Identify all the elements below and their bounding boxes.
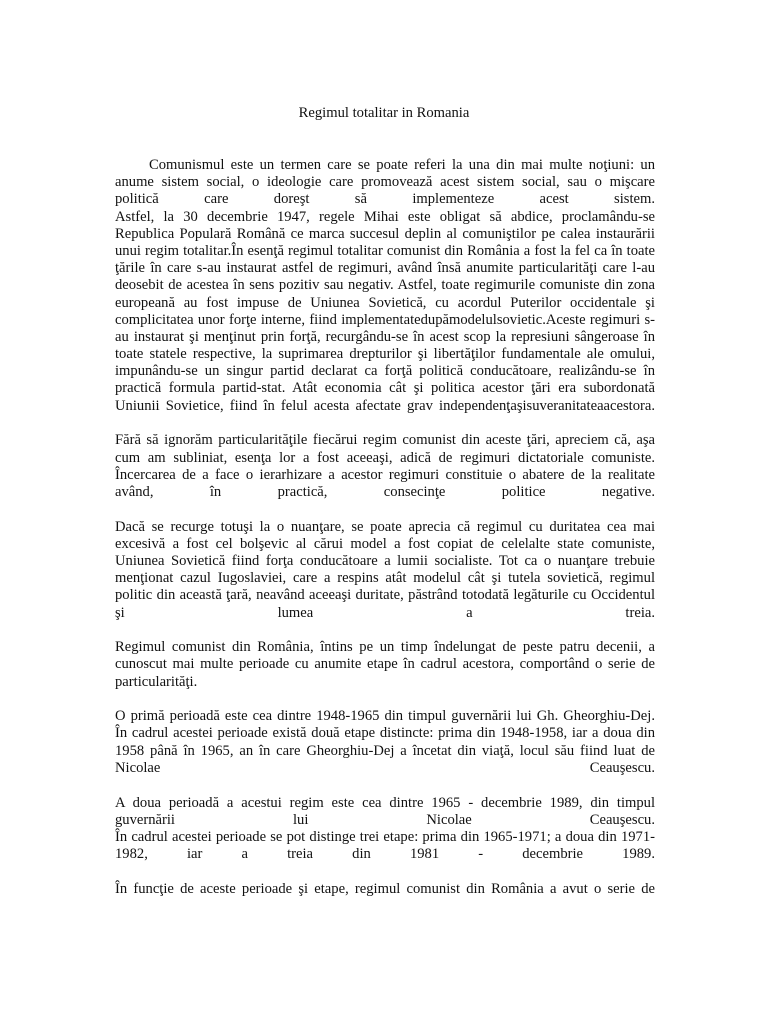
text-line: menţionat cazul Iugoslaviei, care a respins atât modelul cât şi tutela sovietică, regimul [115, 570, 655, 587]
text-line: În funcţie de aceste perioade şi etape, regimul comunist din România a avut o serie de [115, 880, 655, 897]
paragraph [115, 519, 655, 622]
document-body [115, 157, 655, 915]
text-line: deosebit de acestea în sens pozitiv sau negativ. Astfel, toate regimurile comuniste din zona [115, 277, 655, 294]
text-line: anume sistem social, o ideologie care promovează acest sistem social, sau o mişcare [115, 174, 655, 191]
text-line: Comunismul este un termen care se poate referi la una din mai multe noţiuni: un [149, 157, 655, 173]
text-line: politică care doreşt să implementeze acest sistem. [115, 191, 655, 208]
text-line: 1982, iar a treia din 1981 - decembrie 1989. [115, 846, 655, 863]
text-line: complicitatea unor forţe interne, fiind implementatedupămodelulsovietic.Aceste regimuri s- [115, 311, 655, 328]
text-line: cum am subliniat, esenţa lor a fost aceeaşi, adică de regimuri dictatoriale comuniste. [115, 449, 655, 466]
text-line: Uniunii Sovietice, fiind în felul acesta afectate grav independenţaşisuveranitateaacestora. [115, 397, 655, 414]
paragraph [115, 708, 655, 777]
text-line: şi lumea a treia. [115, 604, 655, 621]
paragraph [115, 157, 655, 415]
text-line: europeană au fost impuse de Uniunea Sovietică, cu acordul Puterilor occidentale şi [115, 294, 655, 311]
text-line: unui regim totalitar.În esenţă regimul totalitar comunist din România a fost la fel ca în toate [115, 242, 655, 259]
text-line: Dacă se recurge totuşi la o nuanţare, se poate aprecia că regimul cu duritatea cea mai [115, 518, 655, 535]
text-line: A doua perioadă a acestui regim este cea dintre 1965 - decembrie 1989, din timpul [115, 794, 655, 811]
text-line: excesivă a fost cel bolşevic al cărui model a fost copiat de celelalte state comuniste, [115, 535, 655, 552]
text-line: Regimul comunist din România, întins pe un timp îndelungat de peste patru decenii, a [115, 639, 655, 656]
text-line: guvernării lui Nicolae Ceauşescu. [115, 811, 655, 828]
text-line: În cadrul acestei perioade se pot distinge trei etape: prima din 1965-1971; a doua din 1971- [115, 828, 655, 845]
paragraph [115, 795, 655, 864]
text-line: În cadrul acestei perioade există două etape distincte: prima din 1948-1958, iar a doua din [115, 725, 655, 742]
text-line: ţările în care s-au instaurat astfel de regimuri, având însă anumite particularităţi care l-au [115, 260, 655, 277]
text-line: toate statele respective, la suprimarea drepturilor şi libertăţilor fundamentale ale omului, [115, 346, 655, 363]
paragraph [115, 432, 655, 501]
paragraph [115, 639, 655, 691]
text-line: Nicolae Ceauşescu. [115, 759, 655, 776]
text-line: având, în practică, consecinţe politice negative. [115, 483, 655, 500]
text-line: 1958 până în 1965, an în care Gheorghiu-Dej a încetat din viaţă, locul său fiind luat de [115, 742, 655, 759]
text-line: Uniunea Sovietică fiind forţa conducătoare a lumii socialiste. Tot ca o nuanţare trebuie [115, 552, 655, 569]
text-line: particularităţi. [115, 673, 198, 690]
text-line: au instaurat şi menţinut prin forţă, recurgându-se în acest scop la represiuni sângeroase în [115, 328, 655, 345]
text-line: O primă perioadă este cea dintre 1948-1965 din timpul guvernării lui Gh. Gheorghiu-Dej. [115, 708, 655, 725]
document-title: Regimul totalitar in Romania [298, 105, 470, 121]
paragraph [115, 881, 655, 898]
text-line: politic din această ţară, neavând aceeaşi duritate, păstrând totodată legăturile cu Occidentul [115, 587, 655, 604]
text-line: Fără să ignorăm particularităţile fiecărui regim comunist din aceste ţări, apreciem că, aşa [115, 432, 655, 449]
text-line: impunându-se un singur partid declarat ca forţă politică conducătoare, realizându-se în [115, 363, 655, 380]
text-line: cunoscut mai multe perioade cu anumite etape în cadrul acestora, comportând o serie de [115, 656, 655, 673]
text-line: practică formula partid-stat. Atât economia cât şi politica acestor ţări era subordonată [115, 380, 655, 397]
text-line: Încercarea de a face o ierarhizare a acestor regimuri constituie o abatere de la realitate [115, 466, 655, 483]
text-line: Astfel, la 30 decembrie 1947, regele Mihai este obligat să abdice, proclamându-se [115, 208, 655, 225]
text-line: Republica Populară Română ce marca succesul deplin al comuniştilor pe calea instaurării [115, 225, 655, 242]
